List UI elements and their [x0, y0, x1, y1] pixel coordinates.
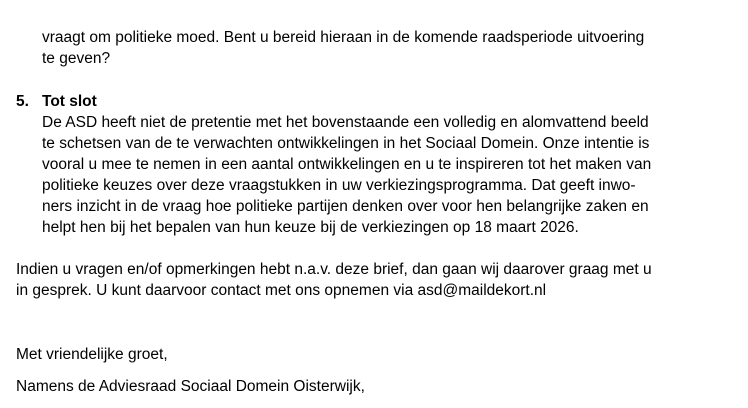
- paragraph-line: te schetsen van de te verwachten ontwikkelingen in het Sociaal Domein. Onze intentie is: [42, 135, 650, 152]
- closing-signature: Namens de Adviesraad Sociaal Domein Oisterwijk,: [16, 378, 365, 395]
- section-number: 5.: [16, 93, 29, 110]
- section-title: Tot slot: [42, 93, 97, 110]
- paragraph-line: in gesprek. U kunt daarvoor contact met ons opnemen via asd@maildekort.nl: [16, 282, 547, 299]
- closing-greeting: Met vriendelijke groet,: [16, 346, 168, 363]
- paragraph-line: Indien u vragen en/of opmerkingen hebt n.a.v. deze brief, dan gaan wij daarover graag met u: [16, 261, 652, 278]
- paragraph-line: politieke keuzes over deze vraagstukken in uw verkiezingsprogramma. Dat geeft inwo-: [42, 177, 636, 194]
- paragraph-line: te geven?: [42, 50, 111, 67]
- paragraph-line: vraagt om politieke moed. Bent u bereid hieraan in de komende raadsperiode uitvoering: [42, 29, 645, 46]
- paragraph-line: vooral u mee te nemen in een aantal ontwikkelingen en u te inspireren tot het maken van: [42, 156, 652, 173]
- paragraph-line: De ASD heeft niet de pretentie met het bovenstaande een volledig en alomvattend beeld: [42, 114, 649, 131]
- paragraph-line: ners inzicht in de vraag hoe politieke partijen denken over voor hen belangrijke zaken en: [42, 198, 649, 215]
- paragraph-line: helpt hen bij het bepalen van hun keuze bij de verkiezingen op 18 maart 2026.: [42, 219, 579, 236]
